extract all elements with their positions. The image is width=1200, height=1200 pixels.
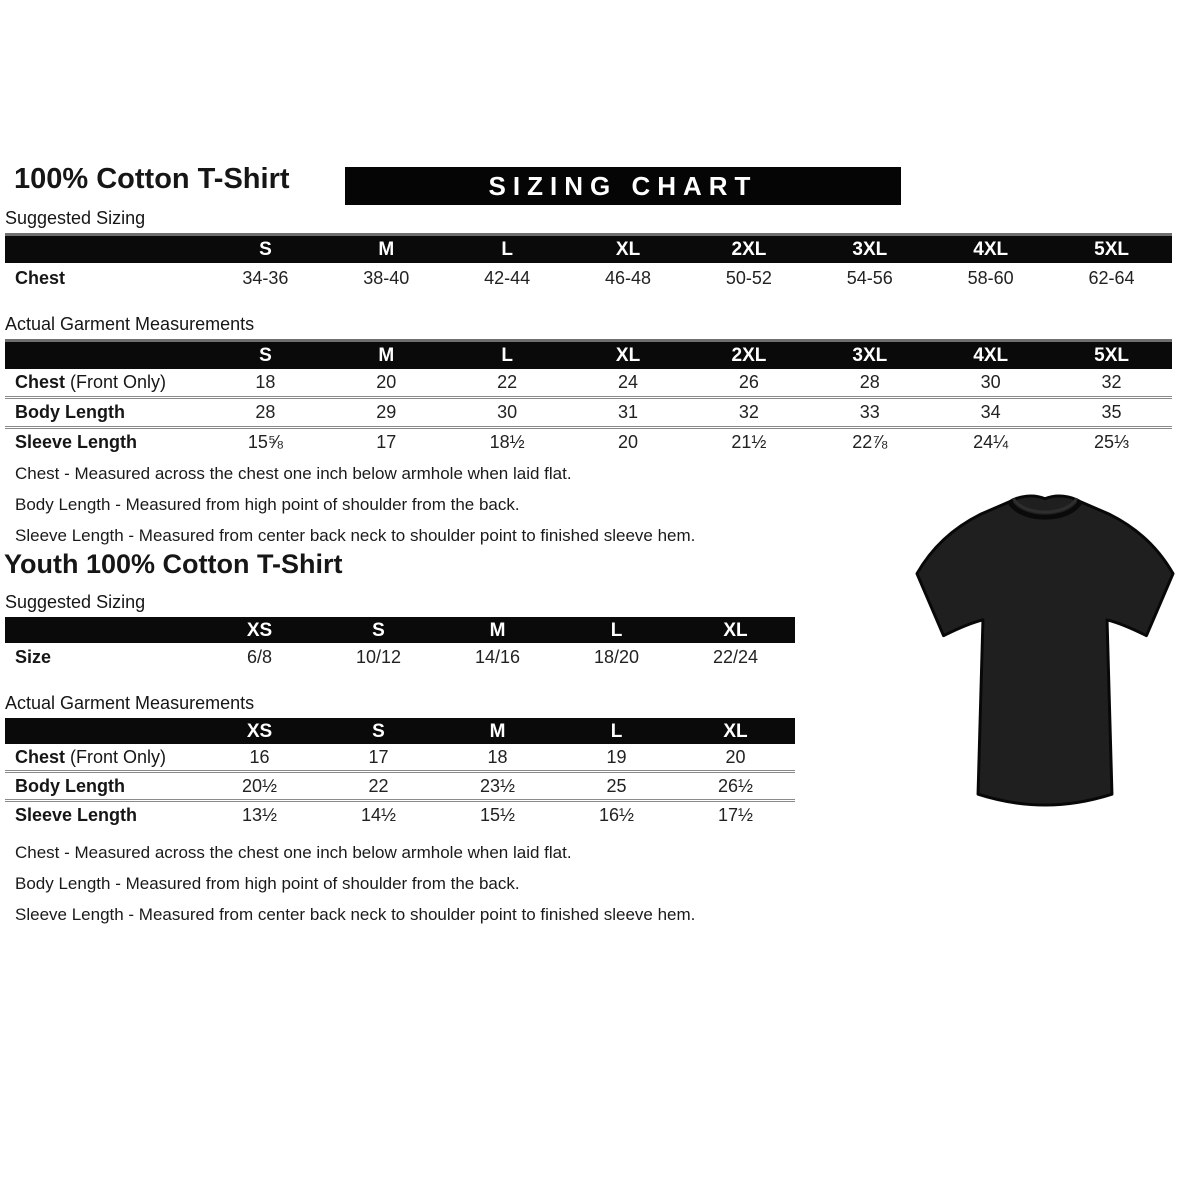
- table-cell: 31: [618, 402, 639, 422]
- column-header: M: [378, 239, 395, 260]
- row-label: Chest (Front Only): [15, 746, 167, 767]
- row-label: Body Length: [15, 402, 125, 422]
- row-label: Sleeve Length: [15, 432, 138, 452]
- table-cell: 14½: [360, 804, 397, 825]
- adult-suggested-sizing-table: [5, 236, 1172, 294]
- table-cell: 18: [255, 372, 276, 392]
- column-header: M: [378, 345, 395, 366]
- table-cell: 24¼: [973, 432, 1009, 452]
- table-cell: 20: [376, 372, 397, 392]
- column-header: XL: [723, 720, 748, 742]
- row-label: Sleeve Length: [15, 804, 138, 825]
- table-cell: 22/24: [712, 646, 759, 667]
- table-header-row: [5, 342, 1172, 369]
- table-header-row: [5, 617, 795, 643]
- column-header: XS: [246, 619, 273, 641]
- row-label: Chest (Front Only): [15, 372, 167, 392]
- adult-actual-measurements-label: Actual Garment Measurements: [5, 314, 1172, 342]
- table-cell: 33: [859, 402, 880, 422]
- column-header: L: [610, 720, 623, 742]
- table-cell: 54-56: [846, 268, 893, 288]
- table-cell: 20: [618, 432, 639, 452]
- table-cell: 20½: [241, 775, 278, 796]
- column-header: S: [372, 720, 385, 742]
- column-header: S: [372, 619, 385, 641]
- table-cell: 17: [376, 432, 397, 452]
- column-header: 2XL: [731, 239, 767, 260]
- table-cell: 23½: [479, 775, 516, 796]
- table-row: [5, 799, 795, 828]
- table-cell: 24: [618, 372, 639, 392]
- table-cell: 34-36: [242, 268, 289, 288]
- tshirt-image: [895, 483, 1195, 808]
- table-cell: 32: [738, 402, 759, 422]
- adult-measurement-notes: [15, 464, 695, 557]
- table-row: [5, 770, 795, 799]
- sizing-chart-banner-text: SIZING CHART: [488, 170, 758, 201]
- youth-suggested-sizing-table: [5, 617, 795, 671]
- measurement-note: Chest - Measured across the chest one inch below armhole when laid flat.: [15, 464, 572, 483]
- table-cell: 6/8: [246, 646, 273, 667]
- table-cell: 19: [606, 746, 627, 767]
- table-cell: 22⅞: [852, 432, 888, 452]
- column-header: L: [501, 239, 513, 260]
- table-row: [5, 263, 1172, 294]
- sizing-chart-banner: [345, 167, 901, 205]
- table-cell: 28: [255, 402, 276, 422]
- table-cell: 16: [249, 746, 270, 767]
- column-header: L: [501, 345, 513, 366]
- table-cell: 62-64: [1088, 268, 1135, 288]
- page-title: 100% Cotton T-Shirt: [14, 163, 290, 195]
- column-header: XS: [246, 720, 273, 742]
- column-header: XL: [615, 239, 641, 260]
- table-cell: 21½: [731, 432, 767, 452]
- measurement-note: Sleeve Length - Measured from center back neck to shoulder point to finished sleeve hem.: [15, 526, 696, 545]
- youth-actual-measurements-label: Actual Garment Measurements: [5, 693, 795, 721]
- table-cell: 32: [1101, 372, 1122, 392]
- table-cell: 17½: [717, 804, 754, 825]
- table-row: [5, 426, 1172, 456]
- table-cell: 38-40: [363, 268, 410, 288]
- table-cell: 22: [368, 775, 389, 796]
- measurement-note: Sleeve Length - Measured from center back neck to shoulder point to finished sleeve hem.: [15, 905, 696, 924]
- table-cell: 14/16: [474, 646, 521, 667]
- row-label: Chest: [15, 268, 66, 288]
- table-cell: 16½: [598, 804, 635, 825]
- table-cell: 17: [368, 746, 389, 767]
- column-header: 4XL: [973, 239, 1009, 260]
- table-cell: 34: [980, 402, 1001, 422]
- table-cell: 13½: [241, 804, 278, 825]
- table-cell: 25⅓: [1094, 432, 1130, 452]
- table-row: [5, 396, 1172, 426]
- column-header: 5XL: [1094, 345, 1129, 366]
- youth-actual-measurements-table: [5, 718, 795, 828]
- measurement-note: Chest - Measured across the chest one inch below armhole when laid flat.: [15, 843, 572, 862]
- table-cell: 20: [725, 746, 746, 767]
- table-cell: 46-48: [605, 268, 652, 288]
- table-cell: 35: [1101, 402, 1122, 422]
- row-label: Size: [15, 646, 52, 667]
- column-header: 3XL: [852, 239, 888, 260]
- table-cell: 42-44: [484, 268, 531, 288]
- table-cell: 58-60: [967, 268, 1014, 288]
- youth-title: Youth 100% Cotton T-Shirt: [4, 549, 343, 579]
- column-header: M: [489, 720, 506, 742]
- column-header: XL: [723, 619, 748, 641]
- youth-suggested-sizing-label: Suggested Sizing: [5, 592, 795, 620]
- row-label: Body Length: [15, 775, 125, 796]
- table-header-row: [5, 718, 795, 744]
- table-cell: 15½: [479, 804, 516, 825]
- column-header: XL: [615, 345, 641, 366]
- table-cell: 18: [487, 746, 508, 767]
- table-header-row: [5, 236, 1172, 263]
- black-tshirt-graphic: [895, 483, 1195, 808]
- table-cell: 15⅝: [247, 432, 283, 452]
- table-row: [5, 744, 795, 770]
- column-header: 5XL: [1094, 239, 1129, 260]
- table-cell: 50-52: [725, 268, 772, 288]
- youth-measurement-notes: [15, 843, 695, 936]
- table-row: [5, 369, 1172, 396]
- table-cell: 28: [859, 372, 880, 392]
- table-cell: 18/20: [593, 646, 640, 667]
- table-cell: 25: [606, 775, 627, 796]
- column-header: L: [610, 619, 623, 641]
- table-cell: 10/12: [355, 646, 402, 667]
- adult-actual-measurements-table: [5, 342, 1172, 456]
- table-row: [5, 643, 795, 671]
- column-header: 4XL: [973, 345, 1009, 366]
- table-cell: 22: [497, 372, 518, 392]
- table-cell: 30: [497, 402, 518, 422]
- table-cell: 26: [738, 372, 759, 392]
- table-cell: 30: [980, 372, 1001, 392]
- column-header: S: [259, 239, 272, 260]
- measurement-note: Body Length - Measured from high point of shoulder from the back.: [15, 874, 520, 893]
- table-cell: 29: [376, 402, 397, 422]
- column-header: 2XL: [731, 345, 767, 366]
- adult-suggested-sizing-label: Suggested Sizing: [5, 208, 1172, 236]
- column-header: 3XL: [852, 345, 888, 366]
- column-header: S: [259, 345, 272, 366]
- table-cell: 26½: [717, 775, 754, 796]
- column-header: M: [489, 619, 506, 641]
- table-cell: 18½: [489, 432, 525, 452]
- measurement-note: Body Length - Measured from high point of shoulder from the back.: [15, 495, 520, 514]
